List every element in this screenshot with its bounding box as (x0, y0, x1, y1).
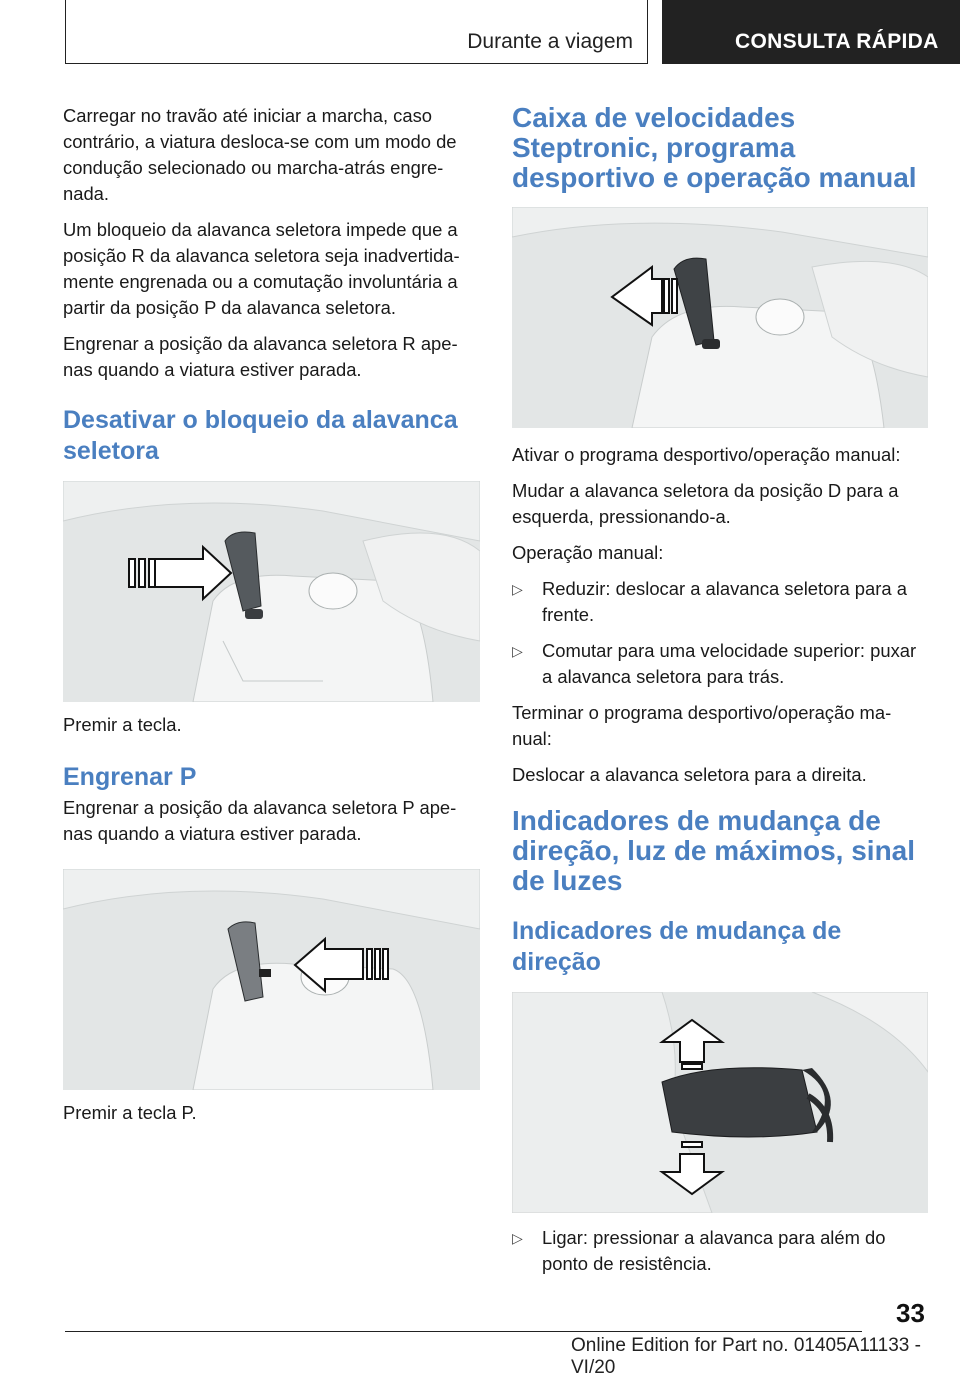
footer-divider (65, 1331, 862, 1332)
header-tab-label: CONSULTA RÁPIDA (735, 30, 939, 53)
list-item-text: Ligar: pressionar a alavanca para além do ponto de resistência. (542, 1227, 886, 1274)
figure-turn-signal-lever (512, 992, 928, 1213)
left-column (63, 103, 483, 1136)
caption-unlock: Premir a tecla. (63, 714, 182, 735)
intro-paragraph-3: Engrenar a posição da alavanca seletora R ape-nas quando a viatura estiver parada. (63, 333, 458, 380)
park-paragraph: Engrenar a posição da alavanca seletora P ape-nas quando a viatura estiver parada. (63, 797, 457, 844)
triangle-right-icon: ▷ (512, 643, 523, 659)
list-item (512, 638, 930, 690)
list-item-text: Reduzir: deslocar a alavanca seletora para a frente. (542, 578, 907, 625)
heading-turn-signals: Indicadores de mudança de direção (512, 917, 842, 976)
intro-paragraph-2: Um bloqueio da alavanca seletora impede que a posição R da alavanca seletora seja inadvertida-mente engrenada ou a comutação involuntária a partir da posição P da alavanca seletora. (63, 219, 460, 318)
list-item (512, 1225, 930, 1277)
page-number: 33 (896, 1298, 925, 1328)
heading-indicators: Indicadores de mudança de direção, luz de máximos, sinal de luzes (512, 805, 916, 896)
list-item (512, 576, 930, 628)
figure-unlock-button (63, 481, 480, 702)
heading-engage-park: Engrenar P (63, 763, 197, 791)
activate-text: Mudar a alavanca seletora da posição D para a esquerda, pressionando-a. (512, 480, 899, 527)
intro-paragraph-1: Carregar no travão até iniciar a marcha, caso contrário, a viatura desloca-se com um modo de condução selecionado ou marcha-atrás engre-nada. (63, 105, 457, 204)
header-section-label: Durante a viagem (467, 30, 633, 53)
end-label: Terminar o programa desportivo/operação ma-nual: (512, 702, 892, 749)
end-text: Deslocar a alavanca seletora para a direita. (512, 764, 867, 785)
right-column (512, 103, 930, 1287)
heading-unlock-selector: Desativar o bloqueio da alavanca seletora (63, 406, 458, 465)
activate-label: Ativar o programa desportivo/operação manual: (512, 444, 901, 465)
manual-list (512, 576, 930, 690)
turn-signal-list (512, 1225, 930, 1277)
list-item-text: Comutar para uma velocidade superior: puxar a alavanca seletora para trás. (542, 640, 917, 687)
footer-edition: Online Edition for Part no. 01405A11133 - VI/20 (571, 1335, 921, 1378)
figure-sport-mode (512, 207, 928, 428)
manual-label: Operação manual: (512, 542, 664, 563)
heading-steptronic: Caixa de velocidades Steptronic, programa desportivo e operação manual (512, 102, 917, 193)
caption-park: Premir a tecla P. (63, 1102, 197, 1123)
triangle-right-icon: ▷ (512, 1230, 523, 1246)
figure-park-button (63, 869, 480, 1090)
header-section-box (65, 0, 648, 64)
header-tab (662, 0, 960, 64)
triangle-right-icon: ▷ (512, 581, 523, 597)
